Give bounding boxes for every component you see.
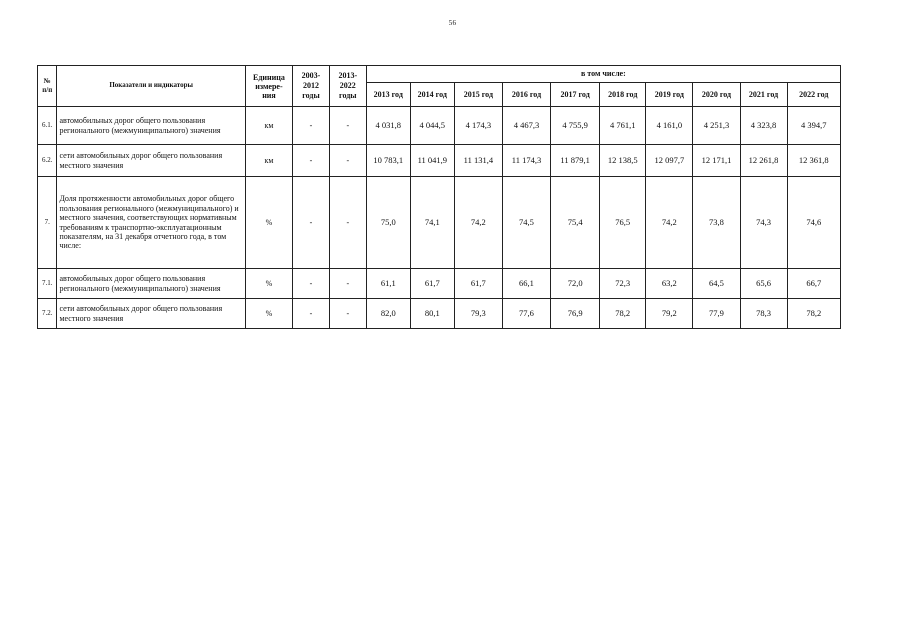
row-period-2003-2012: - <box>293 299 330 329</box>
header-year: 2016 год <box>502 83 550 107</box>
row-value: 4 755,9 <box>551 107 600 145</box>
header-year: 2022 год <box>787 83 840 107</box>
row-value: 4 323,8 <box>740 107 787 145</box>
row-value: 4 394,7 <box>787 107 840 145</box>
header-year: 2017 год <box>551 83 600 107</box>
row-value: 12 097,7 <box>646 145 693 177</box>
header-year: 2021 год <box>740 83 787 107</box>
row-value: 11 041,9 <box>410 145 454 177</box>
header-year: 2018 год <box>600 83 646 107</box>
row-value: 4 044,5 <box>410 107 454 145</box>
table-header <box>38 66 841 107</box>
row-indicator: автомобильных дорог общего пользования регионального (межмуниципального) значения <box>57 269 245 299</box>
row-value: 74,2 <box>454 177 502 269</box>
row-value: 72,0 <box>551 269 600 299</box>
row-value: 4 031,8 <box>366 107 410 145</box>
row-value: 4 174,3 <box>454 107 502 145</box>
row-value: 74,1 <box>410 177 454 269</box>
row-indicator: сети автомобильных дорог общего пользования местного значения <box>57 299 245 329</box>
table-row <box>38 177 841 269</box>
header-period-2003-2012: 2003- 2012 годы <box>293 66 330 107</box>
row-value: 74,3 <box>740 177 787 269</box>
row-value: 66,7 <box>787 269 840 299</box>
row-period-2003-2012: - <box>293 269 330 299</box>
row-value: 75,0 <box>366 177 410 269</box>
row-value: 4 467,3 <box>502 107 550 145</box>
row-value: 78,3 <box>740 299 787 329</box>
header-including: в том числе: <box>366 66 840 83</box>
row-value: 75,4 <box>551 177 600 269</box>
header-year: 2013 год <box>366 83 410 107</box>
row-value: 74,5 <box>502 177 550 269</box>
indicators-table <box>37 65 841 329</box>
row-value: 11 174,3 <box>502 145 550 177</box>
header-num: № п/п <box>38 66 57 107</box>
header-year: 2014 год <box>410 83 454 107</box>
row-number: 7.2. <box>38 299 57 329</box>
row-value: 4 251,3 <box>693 107 740 145</box>
row-indicator: Доля протяженности автомобильных дорог общего пользования регионального (межмуниципального) и местного значения, соответствующих нормативным требованиям к транспортно-эксплуатационным показателям, на 31 декабря отчетного года, в том числе: <box>57 177 245 269</box>
row-value: 63,2 <box>646 269 693 299</box>
row-value: 74,2 <box>646 177 693 269</box>
row-value: 10 783,1 <box>366 145 410 177</box>
header-indicator: Показатели и индикаторы <box>57 66 245 107</box>
row-value: 77,6 <box>502 299 550 329</box>
row-value: 77,9 <box>693 299 740 329</box>
table-row <box>38 269 841 299</box>
row-period-2003-2012: - <box>293 145 330 177</box>
header-row <box>38 66 841 83</box>
row-value: 74,6 <box>787 177 840 269</box>
row-number: 6.1. <box>38 107 57 145</box>
row-value: 79,2 <box>646 299 693 329</box>
row-value: 76,9 <box>551 299 600 329</box>
row-number: 7. <box>38 177 57 269</box>
row-value: 4 161,0 <box>646 107 693 145</box>
row-indicator: сети автомобильных дорог общего пользования местного значения <box>57 145 245 177</box>
table-row <box>38 299 841 329</box>
row-period-2003-2012: - <box>293 107 330 145</box>
row-value: 61,7 <box>410 269 454 299</box>
row-value: 72,3 <box>600 269 646 299</box>
row-value: 12 261,8 <box>740 145 787 177</box>
row-value: 73,8 <box>693 177 740 269</box>
row-value: 82,0 <box>366 299 410 329</box>
row-value: 79,3 <box>454 299 502 329</box>
row-value: 12 361,8 <box>787 145 840 177</box>
row-value: 66,1 <box>502 269 550 299</box>
row-period-2013-2022: - <box>329 107 366 145</box>
table-row <box>38 145 841 177</box>
header-unit: Единица измере- ния <box>245 66 292 107</box>
row-period-2013-2022: - <box>329 269 366 299</box>
row-unit: % <box>245 299 292 329</box>
header-period-2013-2022: 2013- 2022 годы <box>329 66 366 107</box>
row-number: 7.1. <box>38 269 57 299</box>
row-period-2003-2012: - <box>293 177 330 269</box>
row-value: 80,1 <box>410 299 454 329</box>
row-value: 78,2 <box>787 299 840 329</box>
header-year: 2019 год <box>646 83 693 107</box>
row-value: 4 761,1 <box>600 107 646 145</box>
row-unit: % <box>245 269 292 299</box>
row-number: 6.2. <box>38 145 57 177</box>
row-value: 11 131,4 <box>454 145 502 177</box>
row-value: 61,7 <box>454 269 502 299</box>
row-period-2013-2022: - <box>329 177 366 269</box>
row-value: 61,1 <box>366 269 410 299</box>
table-body <box>38 107 841 329</box>
row-period-2013-2022: - <box>329 145 366 177</box>
row-value: 78,2 <box>600 299 646 329</box>
row-value: 11 879,1 <box>551 145 600 177</box>
row-indicator: автомобильных дорог общего пользования регионального (межмуниципального) значения <box>57 107 245 145</box>
row-value: 12 138,5 <box>600 145 646 177</box>
row-value: 12 171,1 <box>693 145 740 177</box>
page-number: 56 <box>448 19 457 27</box>
header-year: 2015 год <box>454 83 502 107</box>
header-year: 2020 год <box>693 83 740 107</box>
table-row <box>38 107 841 145</box>
row-value: 64,5 <box>693 269 740 299</box>
row-period-2013-2022: - <box>329 299 366 329</box>
row-unit: км <box>245 145 292 177</box>
row-unit: км <box>245 107 292 145</box>
row-value: 65,6 <box>740 269 787 299</box>
row-unit: % <box>245 177 292 269</box>
row-value: 76,5 <box>600 177 646 269</box>
